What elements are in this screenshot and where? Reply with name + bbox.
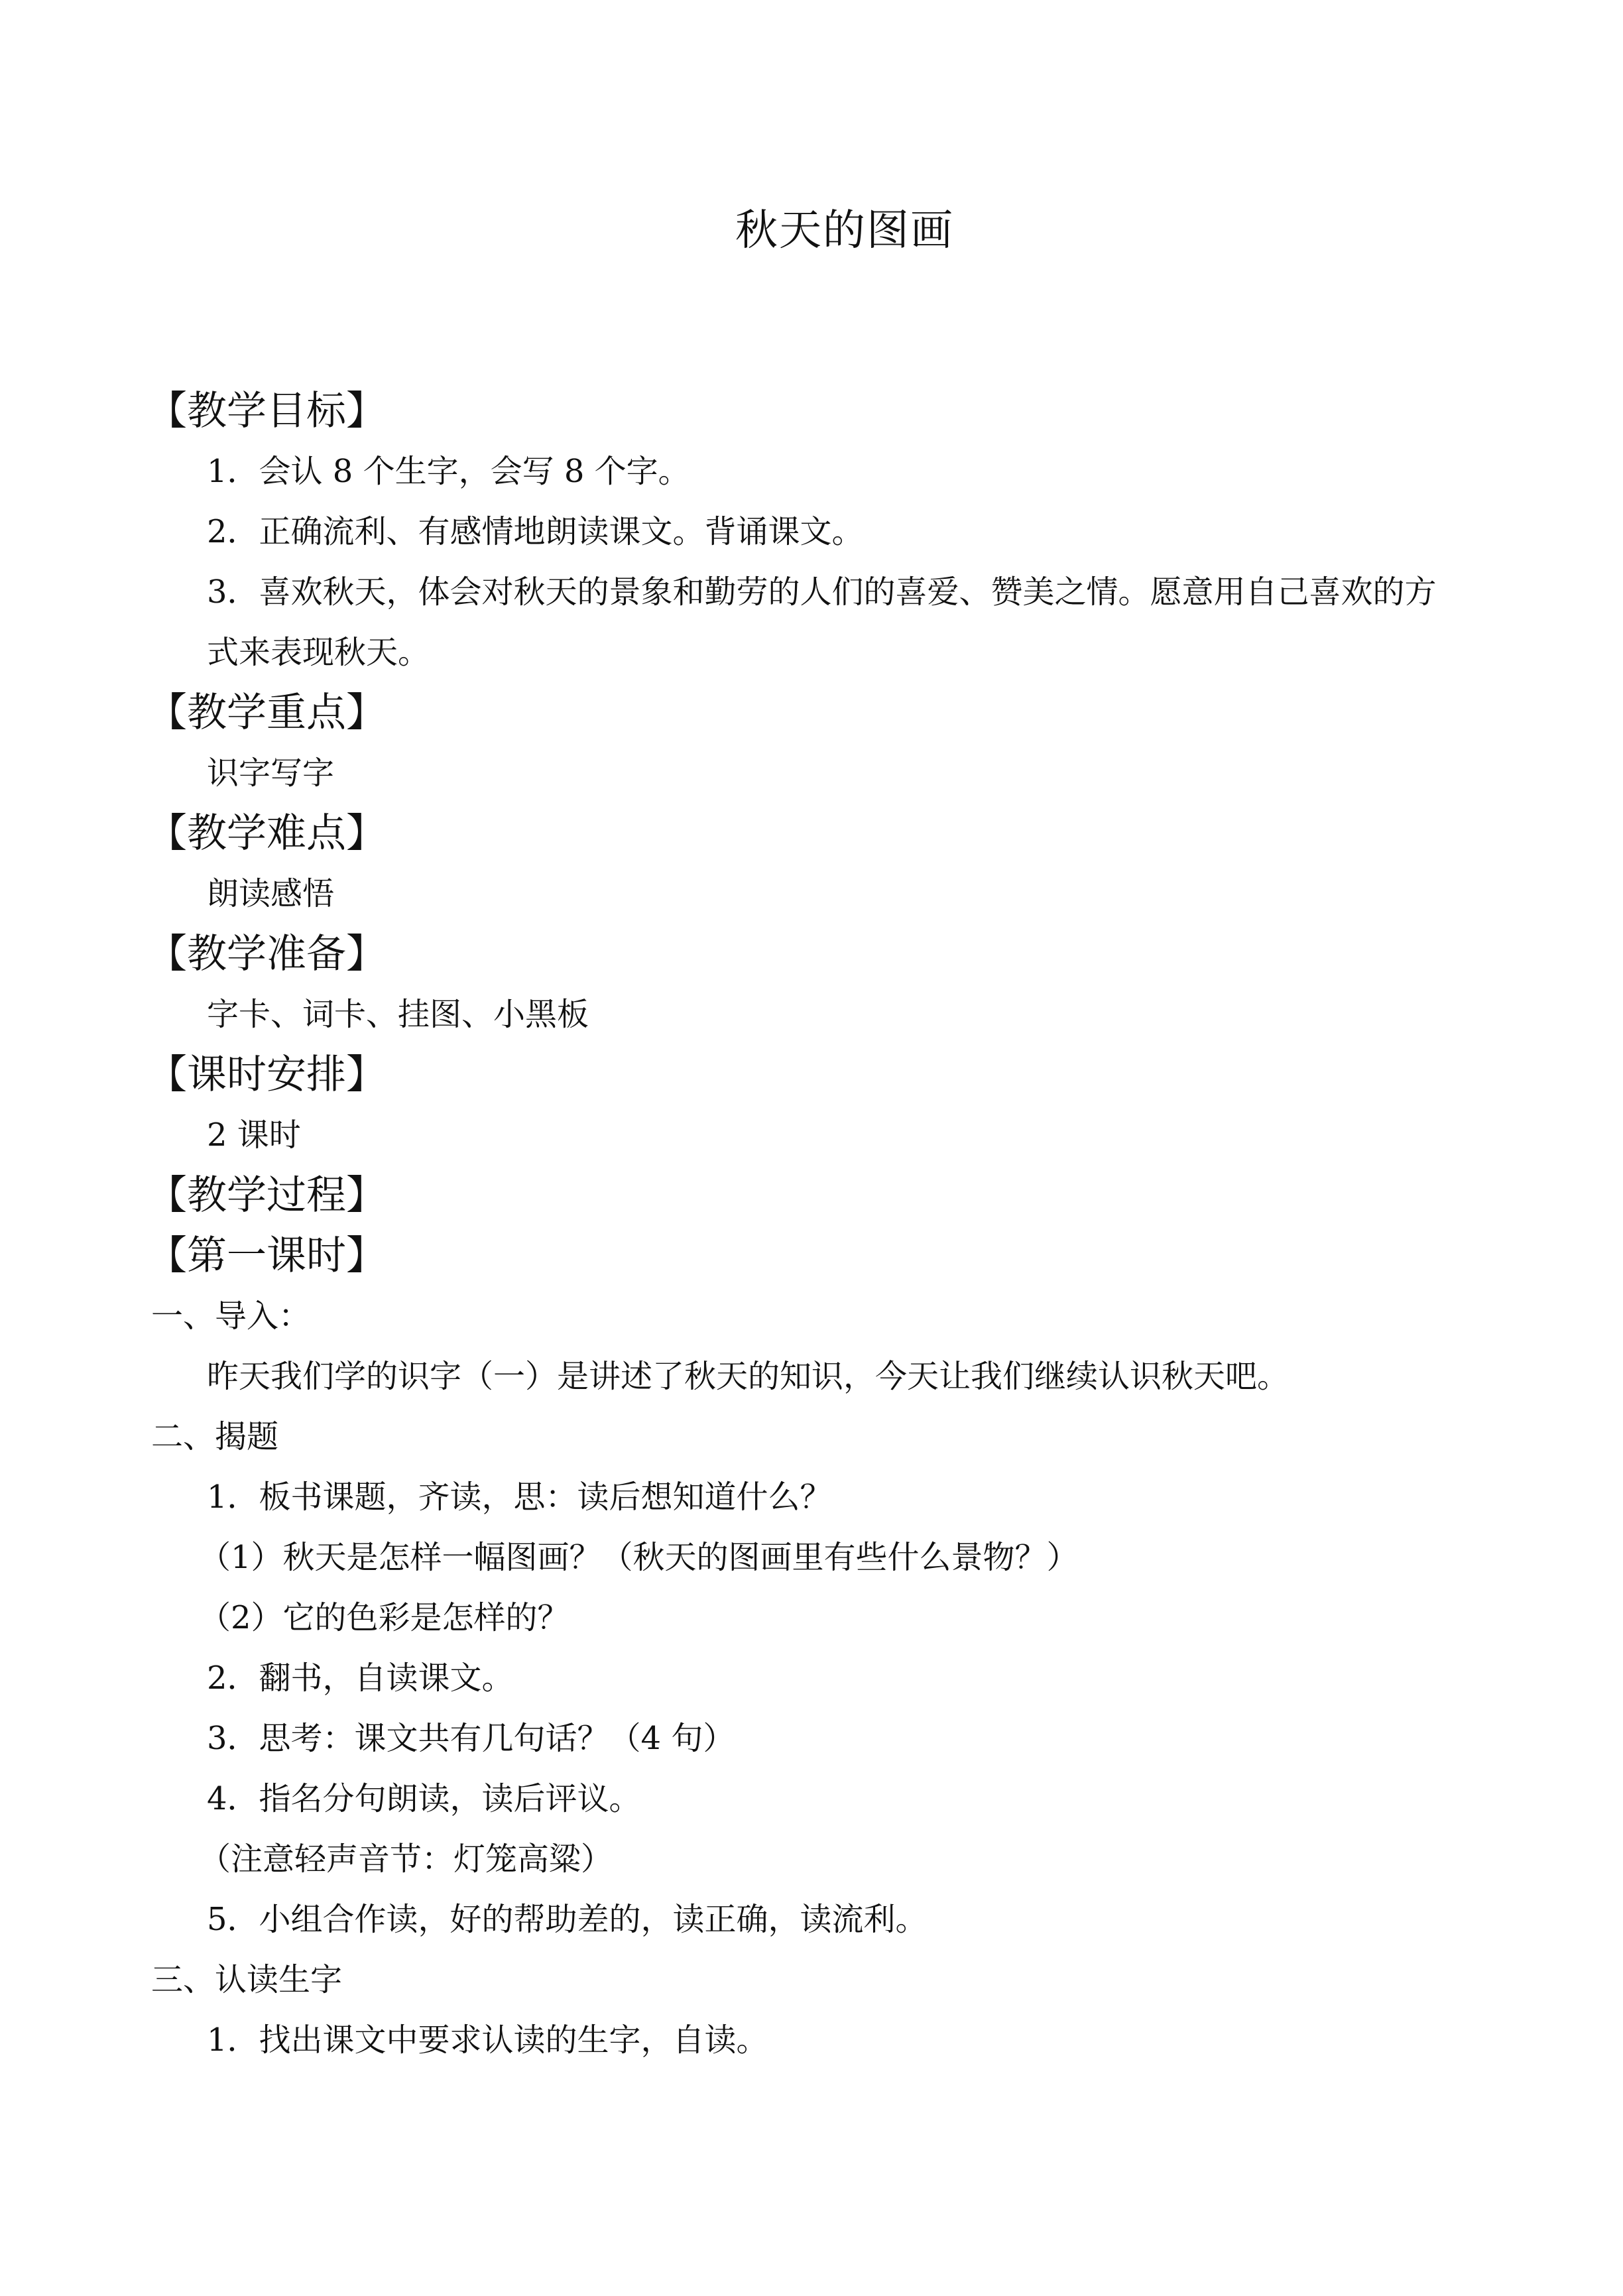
step-heading: 一、导入： [151, 1298, 311, 1335]
body-line: 字卡、词卡、挂图、小黑板 [207, 996, 589, 1033]
body-line: 2．正确流利、有感情地朗读课文。背诵课文。 [207, 513, 864, 550]
body-line: （注意轻声音节：灯笼高粱） [199, 1841, 613, 1878]
body-line: 式来表现秋天。 [207, 634, 430, 671]
body-line: 2．翻书，自读课文。 [207, 1660, 514, 1697]
body-line: 3．喜欢秋天，体会对秋天的景象和勤劳的人们的喜爱、赞美之情。愿意用自己喜欢的方 [207, 574, 1437, 611]
section-heading: 【课时安排】 [147, 1052, 386, 1098]
body-line: 3．思考：课文共有几句话？（4 句） [207, 1720, 735, 1757]
section-heading: 【教学目标】 [147, 388, 386, 434]
body-line: 5．小组合作读，好的帮助差的，读正确，读流利。 [207, 1901, 928, 1938]
section-heading: 【教学重点】 [147, 690, 386, 736]
body-line: 1．板书课题，齐读，思：读后想知道什么？ [207, 1479, 832, 1516]
section-heading: 【第一课时】 [147, 1233, 386, 1279]
body-line: （1）秋天是怎样一幅图画？（秋天的图画里有些什么景物？） [199, 1539, 1079, 1576]
section-heading: 【教学过程】 [147, 1172, 386, 1219]
body-line: 昨天我们学的识字（一）是讲述了秋天的知识，今天让我们继续认识秋天吧。 [207, 1358, 1290, 1395]
document-body [147, 381, 1504, 2071]
document-title: 秋天的图画 [735, 206, 954, 255]
body-line: 1．找出课文中要求认读的生字，自读。 [207, 2022, 768, 2059]
body-line: 识字写字 [207, 755, 335, 792]
body-line: （2）它的色彩是怎样的？ [199, 1599, 570, 1636]
body-line: 4．指名分句朗读，读后评议。 [207, 1780, 641, 1817]
step-heading: 三、认读生字 [151, 1961, 343, 1998]
step-heading: 二、揭题 [151, 1418, 279, 1455]
section-heading: 【教学难点】 [147, 810, 386, 857]
body-line: 朗读感悟 [207, 875, 335, 912]
body-line: 2 课时 [207, 1117, 301, 1154]
body-line: 1．会认 8 个生字，会写 8 个字。 [207, 453, 690, 490]
section-heading: 【教学准备】 [147, 931, 386, 977]
